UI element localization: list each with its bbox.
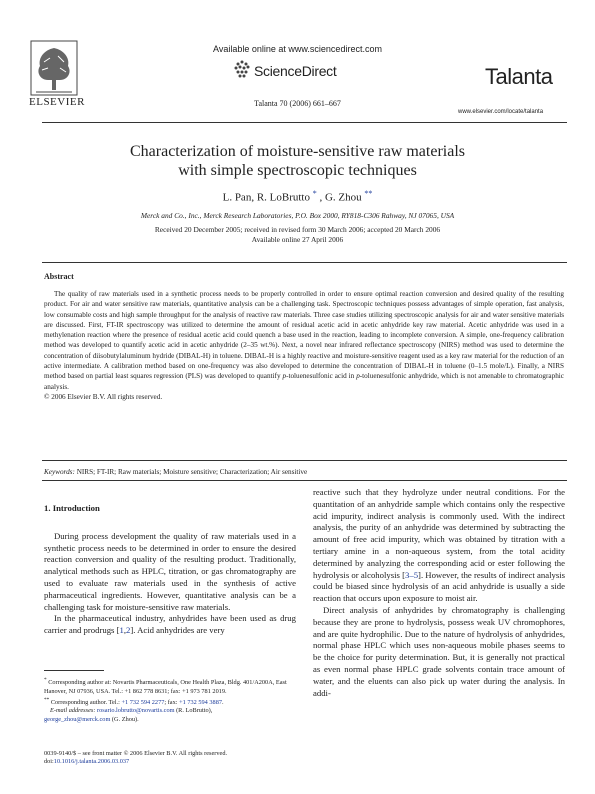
intro-paragraph-1: During process development the quality of raw materials used in a synthetic process needs to be determined in order to ensure the desired reaction conversion and quality of the resulting product. Traditionally, analytical methods such as HPLC, titration, or gas chromatography are used to evaluate raw materials used in the synthesis of active pharmaceutical ingredients. However, quantitative analysis can be a challenging task for moisture-sensitive raw materials. bbox=[44, 530, 296, 612]
affiliation: Merck and Co., Inc., Merck Research Laboratories, P.O. Box 2000, RY818-C306 Rahway, NJ 07065, USA bbox=[140, 211, 455, 220]
footnotes bbox=[44, 676, 296, 724]
footnote-divider bbox=[44, 670, 104, 671]
article-title bbox=[0, 142, 595, 180]
email-addresses: E-mail addresses: rosario.lobrutto@novartis.com (R. LoBrutto), bbox=[50, 707, 213, 715]
section-heading: 1. Introduction bbox=[44, 503, 100, 513]
author-list bbox=[0, 189, 595, 204]
corresponding-mark-1[interactable]: * bbox=[312, 189, 317, 198]
keywords-bottom-divider bbox=[42, 480, 567, 481]
email-link-2[interactable]: george_zhou@merck.com bbox=[44, 715, 111, 723]
footnote-1: * Corresponding author at: Novartis Pharmaceuticals, One Health Plaza, Bldg. 401/A200A, East Hanover, NJ 07936, USA. Tel.: +1 862 778 8631; fax: +1 973 781 2019. bbox=[44, 677, 287, 695]
reference-link-3-5[interactable]: 3–5 bbox=[405, 569, 419, 580]
intro-paragraph-2-cont: reactive such that they hydrolyze under neutral conditions. For the quantitation of an anhydride sample which contains only the respective acid impurity, indirect analysis is commonly used. With the indirect analysis, the purity of an anhydride was determined by subtracting the amount of free acid impurity, which was obtained by titration with a tertiary amine in a non-aqueous system, from the total acidity determined by analyzing the corresponding acid or ester following the hydrolysis or alcoholysis [3–5]. However, the results of indirect analysis could be biased since hydrolysis of an acid anhydride is usually a side reaction that occurs upon exposure to moist air. bbox=[313, 487, 565, 604]
front-matter-footer bbox=[44, 750, 227, 767]
intro-paragraph-2: In the pharmaceutical industry, anhydrides have been used as drug carrier and prodrugs [1,2]. Acid anhydrides are very bbox=[44, 613, 296, 636]
issn-line: 0039-9140/$ – see front matter © 2006 Elsevier B.V. All rights reserved. bbox=[44, 750, 228, 757]
abstract-heading: Abstract bbox=[44, 272, 74, 281]
journal-url-link[interactable]: www.elsevier.com/locate/talanta bbox=[458, 109, 544, 115]
fax-link[interactable]: +1 732 594 3887 bbox=[179, 699, 222, 706]
footnote-2: ** Corresponding author. Tel.: +1 732 594 2277; fax: +1 732 594 3887. bbox=[44, 696, 224, 706]
doi-link[interactable]: 10.1016/j.talanta.2006.03.037 bbox=[53, 758, 130, 766]
email-addresses-cont: george_zhou@merck.com (G. Zhou). bbox=[44, 715, 139, 723]
corresponding-mark-2[interactable]: ** bbox=[364, 189, 373, 198]
title-line-1: Characterization of moisture-sensitive raw materials bbox=[130, 143, 465, 160]
keywords-top-divider bbox=[42, 460, 567, 461]
header-divider bbox=[42, 122, 567, 123]
sciencedirect-wordmark: ScienceDirect bbox=[254, 63, 337, 79]
intro-paragraph-3: Direct analysis of anhydrides by chromatography is challenging because they are prone to hydrolysis, possess weak UV chromophores, and are quite hydrophilic. Due to the nature of hydrolysis of anhydrides, normal phase HPLC which uses non-aqueous mobile phases seems to be the choice for purity determination. But, it is generally not practical as even normal phase HPLC grade solvents contain trace amount of water, and the eluents can also pick up water during the analysis. In addi- bbox=[313, 604, 565, 698]
received-dates: Received 20 December 2005; received in revised form 30 March 2006; accepted 20 March 2006 bbox=[154, 225, 441, 234]
abstract-copyright: © 2006 Elsevier B.V. All rights reserved. bbox=[44, 392, 163, 401]
journal-title: Talanta bbox=[485, 64, 553, 89]
abstract-text: The quality of raw materials used in a synthetic process needs to be properly controlled in order to ensure optimal reaction conversion and desired quality of the resulting product. For air and water sensitive raw materials, quantitative analysis can be a challenging task. Spectroscopic techniques possess advantages of simple operation, fast analysis, low consumable costs and high sample throughput for the analysis of reactive raw materials. Three case studies utilizing spectroscopic analysis for air and water sensitive materials are discussed. First, FT-IR spectroscopy was utilized to determine the amount of residual acetic acid in acetic anhydride key raw material. Acetic anhydride was used in a methylenation reaction where the presence of residual acetic acid could quench a base used in the reaction, leading to incomplete conversion. A simple, one-frequency calibration method was developed to quantify acetic acid in acetic anhydride (2–35 wt.%). Next, a novel near infrared reflectance spectroscopy (NIRS) method was used to determine the concentration of diisobutylaluminum hydride (DIBAL-H) in toluene. DIBAL-H is a highly reactive and moisture-sensitive reagent used as a key raw material for the reduction of an active intermediate. A calibration method based on one-frequency was also developed to determine the concentration of DIBAL-H in toluene (0–1.5 mole/L). Finally, a NIRS method based on partial least squares regression (PLS) was developed to quantify p-toluenesulfonic acid in p-toluenesulfonic anhydride, which is not amenable to chromatographic analysis. bbox=[44, 290, 564, 391]
journal-header bbox=[0, 0, 595, 120]
article-dates bbox=[0, 225, 595, 245]
body-column-left bbox=[44, 503, 296, 637]
publisher-name: ELSEVIER bbox=[29, 96, 85, 108]
keywords-label: Keywords: bbox=[44, 468, 75, 476]
abstract-body bbox=[44, 289, 564, 402]
reference-link-2[interactable]: 2 bbox=[126, 625, 131, 636]
doi-line: doi:10.1016/j.talanta.2006.03.037 bbox=[44, 758, 130, 766]
reference-link-1[interactable]: 1 bbox=[119, 625, 124, 636]
keywords-text: NIRS; FT-IR; Raw materials; Moisture sensitive; Characterization; Air sensitive bbox=[76, 468, 308, 476]
author-2: , G. Zhou bbox=[319, 191, 362, 204]
citation-line: Talanta 70 (2006) 661–667 bbox=[254, 99, 341, 108]
abstract-top-divider bbox=[42, 262, 567, 263]
email-link-1[interactable]: rosario.lobrutto@novartis.com bbox=[97, 707, 175, 715]
body-column-right bbox=[313, 487, 565, 699]
available-online-link[interactable]: Available online at www.sciencedirect.com bbox=[213, 44, 382, 54]
keywords bbox=[44, 468, 564, 476]
author-1: L. Pan, R. LoBrutto bbox=[222, 191, 310, 204]
available-date: Available online 27 April 2006 bbox=[251, 235, 344, 244]
tel-link[interactable]: +1 732 594 2277 bbox=[121, 699, 165, 706]
title-line-2: with simple spectroscopic techniques bbox=[178, 162, 417, 179]
